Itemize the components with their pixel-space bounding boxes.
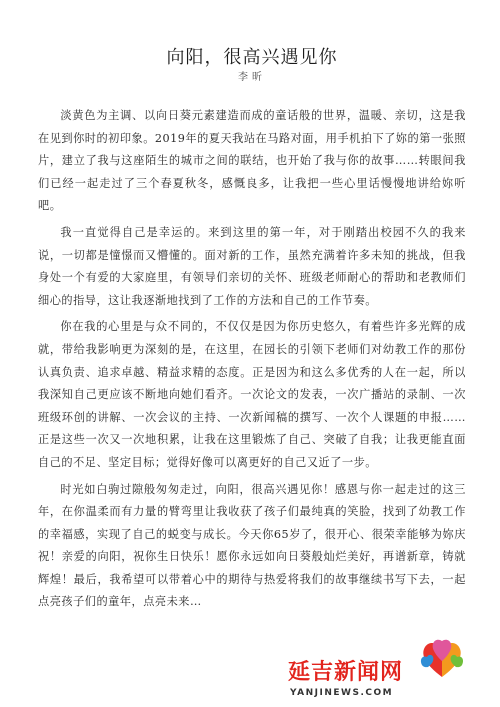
paragraph-1: 淡黄色为主调、以向日葵元素建造而成的童话般的世界，温暖、亲切，这是我在见到你时的初印象。2019年的夏天我站在马路对面，用手机拍下了妳的第一张照片，建立了我与这座陌生的城市之间的联结，也开始了我与你的故事……转眼间我们已经一起走过了三个春夏秋冬，感慨良多，让我把一些心里话慢慢地讲给妳听吧。 bbox=[38, 109, 466, 213]
watermark-logo bbox=[288, 635, 484, 699]
paragraph-4: 时光如白驹过隙般匆匆走过，向阳，很高兴遇见你！感恩与你一起走过的这三年，在你温柔而有力量的臂弯里让我收获了孩子们最纯真的笑脸，找到了幼教工作的幸福感，实现了自己的蜕变与成长。今天你65岁了，很开心、很荣幸能够为妳庆祝！亲爱的向阳，祝你生日快乐！愿你永远如向日葵般灿烂美好，再谱新章，铸就辉煌！最后，我希望可以带着心中的期待与热爱将我们的故事继续书写下去，一起点亮孩子们的童年，点亮未来… bbox=[38, 482, 466, 609]
watermark-name: 延吉新闻网 bbox=[288, 660, 404, 685]
document-author: 李昕 bbox=[238, 72, 266, 83]
hearts-logo-icon bbox=[416, 635, 468, 679]
paragraph-2: 我一直觉得自己是幸运的。来到这里的第一年，对于刚踏出校园不久的我来说，一切都是憧憬而又懵懂的。面对新的工作，虽然充满着许多未知的挑战，但我身处一个有爱的大家庭里，有领导们亲切的关怀、班级老师耐心的帮助和老教师们细心的指导，这让我逐渐地找到了工作的方法和自己的工作节奏。 bbox=[38, 225, 466, 307]
watermark-url: YANJINEWS.COM bbox=[290, 688, 394, 698]
paragraph-3: 你在我的心里是与众不同的，不仅仅是因为你历史悠久，有着些许多光辉的成就，带给我影响更为深刻的是，在这里，在园长的引领下老师们对幼教工作的那份认真负责、追求卓越、精益求精的态度。正是因为和这么多优秀的人在一起，所以我深知自己更应该不断地向她们看齐。一次论文的发表，一次广播站的录制、一次班级环创的讲解、一次会议的主持、一次新闻稿的撰写、一次个人课题的申报……正是这些一次又一次地积累，让我在这里锻炼了自己、突破了自我；让我更能直面自己的不足、坚定目标；觉得好像可以离更好的自己又近了一步。 bbox=[38, 320, 466, 469]
document-title: 向阳，很高兴遇见你 bbox=[166, 47, 338, 68]
